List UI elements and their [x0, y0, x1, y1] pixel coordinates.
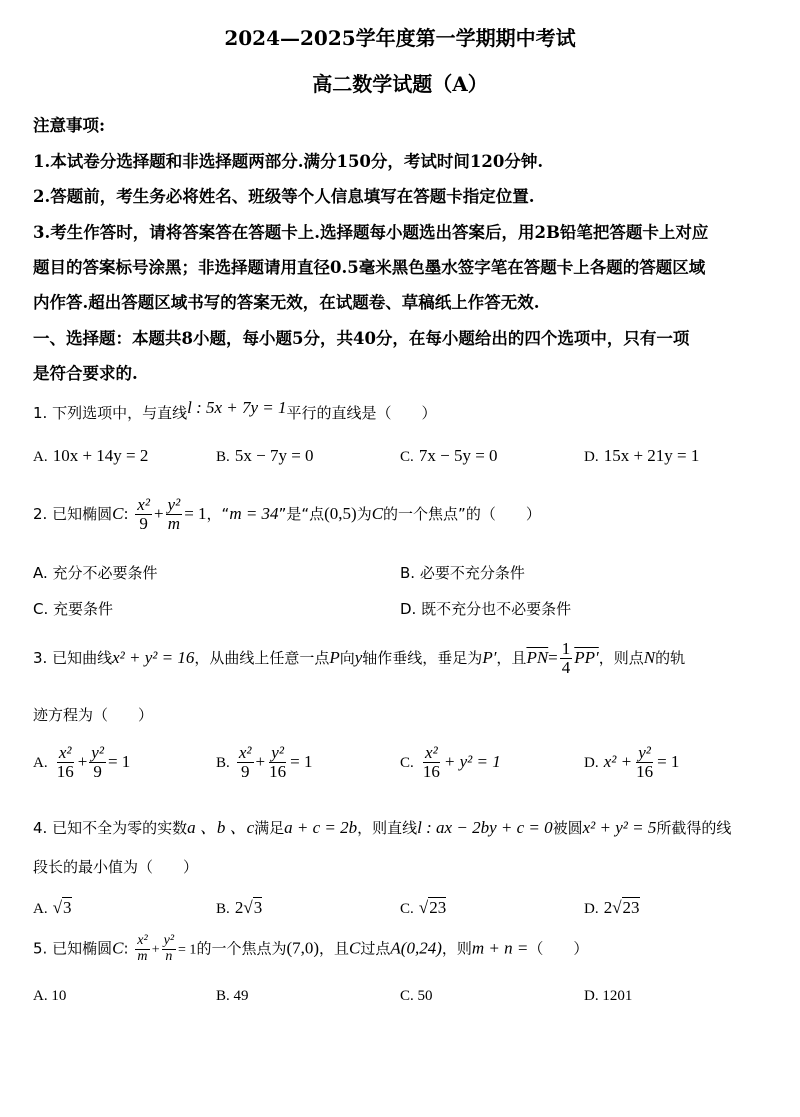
q4-line: l : ax − 2by + c = 0 [417, 818, 553, 837]
q3-mid5: ，则点 [598, 648, 644, 667]
q4-option-a-label: A. [33, 901, 48, 917]
question-4-stem [33, 813, 731, 838]
exam-title: 2024—2025学年度第一学期期中考试 [224, 26, 576, 50]
q1-option-a[interactable] [33, 446, 148, 466]
q1-option-b-label: B. [216, 449, 230, 465]
section1-line-1: 一、选择题：本题共8小题，每小题5分，共40分，在每小题给出的四个选项中，只有一项 [33, 329, 690, 348]
q2-option-b-text: 必要不充分条件 [419, 564, 525, 582]
q4-option-c[interactable]: C. √23 [400, 898, 447, 917]
q4-condition: a + c = 2b [284, 818, 358, 837]
q5-option-b-text: 49 [233, 988, 249, 1004]
q2-mid3: 为 [356, 504, 372, 523]
q3-mid1: ，从曲线上任意一点 [194, 648, 330, 667]
q2-option-a[interactable] [33, 562, 158, 583]
q2-option-a-label: A. [33, 564, 48, 582]
q4-option-b-radicand: 3 [253, 898, 263, 917]
q5-suffix: （ ） [528, 939, 589, 958]
q4-option-c-radicand: 23 [429, 898, 447, 917]
q3-d-eq: = 1 [657, 751, 680, 771]
q5-point: A(0,24) [390, 938, 442, 958]
q3-axis-y: y [354, 647, 363, 667]
notice-line-1: 1.本试卷分选择题和非选择题两部分.满分150分，考试时间120分钟. [33, 152, 544, 171]
q3-option-d[interactable] [584, 744, 679, 781]
q2-point: (0,5) [324, 503, 357, 523]
question-1-stem [33, 398, 437, 423]
q3-a-frac1-num: x² [58, 743, 72, 762]
q4-option-a[interactable]: A. √3 [33, 898, 72, 917]
q1-option-d[interactable] [584, 446, 699, 466]
q3-mid4: ，且 [496, 648, 527, 667]
notice-line-3a: 3.考生作答时，请将答案答在答题卡上.选择题每小题选出答案后，用2B铅笔把答题卡上对应 [33, 223, 709, 242]
q2-condition: m = 34 [229, 503, 279, 523]
q3-mid6: 的轨 [655, 648, 686, 667]
q2-ellipse-name: C [112, 503, 124, 523]
q3-curve: x² + y² = 16 [112, 647, 195, 667]
q2-frac1-den: 9 [139, 513, 148, 533]
q2-option-c[interactable] [33, 598, 113, 619]
question-5-stem: 5. 已知椭圆C: $\frac{\text{x²}}{m}$ + $\frac{\text{y²}}{n}$ = 1的一个焦点为(7,0)，且C过点A(0,24)，则m + n =（ ） [33, 933, 589, 964]
q2-option-c-text: 充要条件 [53, 600, 114, 618]
q3-option-c-label: C. [400, 754, 414, 771]
q2-frac2-num: y² [167, 495, 181, 514]
question-4-stem-line2: 段长的最小值为（ ） [33, 858, 199, 876]
q5-ellipse-name: C [112, 938, 124, 958]
q3-prefix: 3. 已知曲线 [33, 648, 113, 667]
q1-option-b[interactable] [216, 446, 314, 466]
q5-option-a-text: 10 [51, 988, 67, 1004]
q3-option-a-label: A. [33, 754, 48, 771]
q2-eq: = 1 [184, 503, 207, 523]
q1-option-c-text: 7x − 5y = 0 [418, 446, 498, 465]
q3-a-frac1-den: 16 [56, 761, 74, 781]
q4-option-a-radicand: 3 [63, 898, 72, 917]
q2-option-d[interactable] [400, 598, 571, 619]
q5-frac2-den: n [165, 948, 173, 964]
q5-eq: = 1 [178, 942, 197, 958]
q5-ellipse-name-2: C [349, 938, 361, 958]
q5-frac1-den: m [137, 948, 148, 964]
q1-suffix: 平行的直线是（ ） [286, 404, 437, 422]
exam-subtitle: 高二数学试题（A） [312, 72, 488, 96]
q3-b-frac1-den: 9 [240, 761, 250, 781]
q4-mid3: 被圆 [552, 819, 583, 837]
q3-vector-pn: $\overline{PN}$ [526, 647, 549, 667]
q4-option-d-radicand: 23 [622, 898, 640, 917]
q5-option-a-label: A. [33, 988, 48, 1004]
q1-option-d-text: 15x + 21y = 1 [603, 446, 700, 465]
q3-frac-num: 1 [561, 639, 571, 658]
q2-mid2: ”是“点 [278, 504, 325, 523]
q4-mid1: 满足 [254, 819, 285, 837]
q5-expr: m + n = [471, 938, 529, 958]
q3-mid2: 向 [339, 648, 355, 667]
q3-option-a[interactable]: A. $\frac{\text{x²}}{16}$ + $\frac{\text{y²}}{9}$ = 1 [33, 743, 131, 781]
q1-option-c[interactable] [400, 446, 498, 466]
notice-line-3b: 题目的答案标号涂黑；非选择题请用直径0.5毫米黑色墨水签字笔在答题卡上各题的答题区域 [33, 258, 706, 277]
q3-d-frac-den: 16 [636, 761, 654, 781]
q5-option-b[interactable] [216, 988, 249, 1005]
notice-heading: 注意事项: [33, 116, 106, 135]
q2-mid4: 的一个焦点”的（ ） [383, 504, 541, 523]
q3-frac-den: 4 [561, 657, 571, 677]
q3-b-frac2-num: y² [271, 743, 284, 762]
q2-option-a-text: 充分不必要条件 [52, 564, 158, 582]
q3-point-p: P [329, 647, 340, 667]
q4-option-d-label: D. [584, 901, 599, 917]
q5-option-c-label: C. [400, 988, 414, 1004]
q3-c-frac1-den: 16 [422, 761, 440, 781]
question-3-stem [33, 640, 685, 677]
q3-d-frac-num: y² [638, 743, 651, 762]
q3-option-b[interactable]: B. $\frac{\text{x²}}{9}$ + $\frac{\text{y²}}{16}$ = 1 [216, 743, 313, 781]
q3-option-c[interactable] [400, 744, 501, 781]
q3-b-frac1-num: x² [238, 743, 252, 762]
q5-frac2-num: y² [163, 933, 175, 948]
q5-option-a[interactable] [33, 988, 66, 1005]
q4-option-b-coef: 2 [234, 898, 244, 917]
q3-b-frac2-den: 16 [269, 761, 287, 781]
q2-prefix: 2. 已知椭圆 [33, 504, 113, 523]
q3-a-frac2-num: y² [91, 743, 104, 762]
q5-mid4: ，则 [441, 939, 472, 958]
q1-prefix: 1. 下列选项中，与直线 [33, 404, 188, 422]
q2-option-b-label: B. [400, 564, 416, 582]
q5-option-b-label: B. [216, 988, 230, 1004]
q4-circle: x² + y² = 5 [582, 818, 657, 837]
q4-mid4: 所截得的线 [656, 819, 732, 837]
q3-a-eq: = 1 [107, 751, 131, 771]
q1-option-b-text: 5x − 7y = 0 [234, 446, 314, 465]
q3-a-frac2-den: 9 [93, 761, 102, 781]
q4-option-d-coef: 2 [603, 898, 613, 917]
q3-point-n: N [643, 647, 656, 667]
q5-option-c-text: 50 [417, 988, 433, 1004]
q3-option-b-label: B. [216, 754, 230, 771]
q1-option-d-label: D. [584, 449, 599, 465]
q5-mid2: ，且 [319, 939, 350, 958]
q5-option-c[interactable] [400, 988, 433, 1005]
q5-focus: (7,0) [286, 938, 320, 958]
q1-line-equation: l : 5x + 7y = 1 [187, 398, 287, 417]
question-3-stem-line2: 迹方程为（ ） [33, 706, 154, 724]
section1-line-2: 是符合要求的. [33, 364, 138, 383]
q3-c-frac1-num: x² [425, 743, 438, 762]
q2-ellipse-name-2: C [371, 503, 384, 523]
q2-option-d-text: 既不充分也不必要条件 [421, 600, 572, 618]
q3-option-d-label: D. [584, 754, 599, 771]
q4-option-d[interactable]: D. 2√23 [584, 898, 640, 917]
q2-frac1-num: x² [137, 495, 150, 514]
question-2-stem: 2. 已知椭圆C: $\frac{\text{x²}}{9}$ + $\frac{\text{y²}}{m}$ = 1，“m = 34”是“点(0,5)为C的一个焦点”的（ ） [33, 495, 541, 533]
q5-mid1: 的一个焦点为 [196, 939, 287, 958]
q5-mid3: 过点 [360, 939, 391, 958]
q2-option-c-label: C. [33, 600, 49, 618]
q2-option-d-label: D. [400, 600, 417, 618]
q3-eqsign: = [548, 647, 558, 667]
q5-option-d-label: D. [584, 988, 599, 1004]
q5-option-d[interactable] [584, 988, 632, 1005]
q5-prefix: 5. 已知椭圆 [33, 939, 113, 958]
q4-option-c-label: C. [400, 901, 414, 917]
q2-mid1: ，“ [206, 504, 230, 523]
q4-option-b[interactable]: B. 2√3 [216, 898, 263, 917]
notice-line-3c: 内作答.超出答题区域书写的答案无效，在试题卷、草稿纸上作答无效. [33, 293, 540, 312]
q4-option-b-label: B. [216, 901, 230, 917]
q3-b-eq: = 1 [290, 751, 313, 771]
q4-prefix: 4. 已知不全为零的实数 [33, 819, 188, 837]
q3-vector-ppp: PP′ [574, 647, 599, 667]
q3-c-rest: + y² = 1 [443, 751, 501, 771]
q5-frac1-num: x² [137, 933, 148, 948]
q1-option-a-text: 10x + 14y = 2 [52, 446, 149, 465]
q3-mid3: 轴作垂线，垂足为 [362, 648, 483, 667]
q3-d-pre: x² + [603, 751, 633, 771]
q3-point-pp: P′ [482, 647, 497, 667]
q2-option-b[interactable] [400, 562, 525, 583]
q4-mid2: ，则直线 [357, 819, 418, 837]
q1-option-c-label: C. [400, 449, 414, 465]
q2-frac2-den: m [167, 513, 180, 533]
q5-option-d-text: 1201 [602, 988, 633, 1004]
notice-line-2: 2.答题前，考生务必将姓名、班级等个人信息填写在答题卡指定位置. [33, 187, 535, 206]
q1-option-a-label: A. [33, 449, 48, 465]
q4-vars: a 、b 、c [187, 818, 255, 837]
